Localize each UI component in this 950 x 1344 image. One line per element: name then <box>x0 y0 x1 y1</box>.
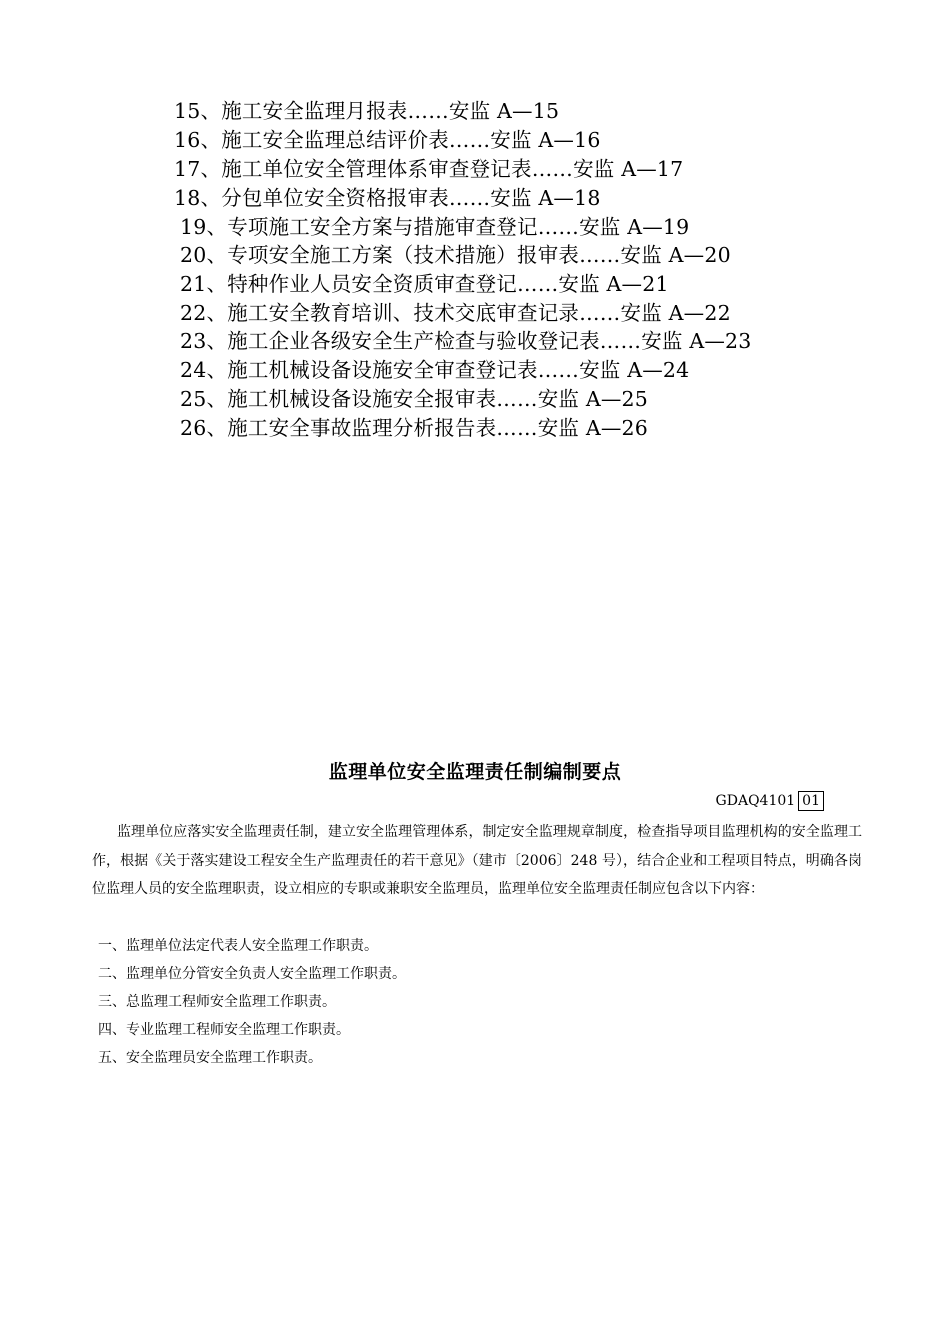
toc-item-20: 20、专项安全施工方案（技术措施）报审表……安监 A—20 <box>180 243 731 267</box>
toc-item-text: 施工安全教育培训、技术交底审查记录……安监 A—22 <box>227 301 731 325</box>
duty-item: 四、专业监理工程师安全监理工作职责。 <box>98 1022 350 1038</box>
section-title: 监理单位安全监理责任制编制要点 <box>328 761 622 783</box>
toc-item-17: 17、施工单位安全管理体系审查登记表……安监 A—17 <box>174 157 684 181</box>
toc-item-21: 21、特种作业人员安全资质审查登记……安监 A—21 <box>180 272 669 296</box>
intro-paragraph: 监理单位应落实安全监理责任制，建立安全监理管理体系，制定安全监理规章制度，检查指导项目监理机构的安全监理工作，根据《关于落实建设工程安全生产监理责任的若干意见》（建市〔2006〕248 号），结合企业和工程项目特点，明确各岗位监理人员的安全监理职责，设立相应的专职或兼职安全监理员，监理单位安全监理责任制应包含以下内容： <box>92 824 862 898</box>
toc-item-25: 25、施工机械设备设施安全报审表……安监 A—25 <box>180 387 649 411</box>
toc-item-18: 18、分包单位安全资格报审表……安监 A—18 <box>174 186 601 210</box>
toc-item-19: 19、专项施工安全方案与措施审查登记……安监 A—19 <box>180 215 690 239</box>
toc-item-number: 15 <box>174 99 201 123</box>
duty-item: 二、监理单位分管安全负责人安全监理工作职责。 <box>98 966 406 982</box>
toc-item-text: 施工安全监理总结评价表……安监 A—16 <box>221 128 601 152</box>
toc-item-number: 21 <box>180 272 207 296</box>
toc-item-24: 24、施工机械设备设施安全审查登记表……安监 A—24 <box>180 358 690 382</box>
toc-item-number: 24 <box>180 358 207 382</box>
toc-item-text: 专项施工安全方案与措施审查登记……安监 A—19 <box>227 215 690 239</box>
toc-item-text: 施工机械设备设施安全报审表……安监 A—25 <box>227 387 649 411</box>
toc-item-number: 23 <box>180 329 207 353</box>
toc-item-16: 16、施工安全监理总结评价表……安监 A—16 <box>174 128 601 152</box>
toc-item-number: 18 <box>174 186 201 210</box>
document-code-text: GDAQ4101 <box>715 793 796 809</box>
toc-item-number: 25 <box>180 387 207 411</box>
toc-item-text: 施工安全监理月报表……安监 A—15 <box>221 99 560 123</box>
toc-item-text: 专项安全施工方案（技术措施）报审表……安监 A—20 <box>227 243 731 267</box>
toc-item-22: 22、施工安全教育培训、技术交底审查记录……安监 A—22 <box>180 301 731 325</box>
toc-item-text: 施工单位安全管理体系审查登记表……安监 A—17 <box>221 157 684 181</box>
toc-item-text: 分包单位安全资格报审表……安监 A—18 <box>221 186 601 210</box>
duty-item: 三、总监理工程师安全监理工作职责。 <box>98 994 336 1010</box>
toc-item-number: 16 <box>174 128 201 152</box>
toc-item-number: 17 <box>174 157 201 181</box>
duty-item: 一、监理单位法定代表人安全监理工作职责。 <box>98 938 378 954</box>
toc-item-number: 22 <box>180 301 207 325</box>
toc-item-number: 20 <box>180 243 207 267</box>
toc-item-number: 26 <box>180 416 207 440</box>
toc-item-text: 施工机械设备设施安全审查登记表……安监 A—24 <box>227 358 690 382</box>
document-code-box: 01 <box>798 791 824 811</box>
document-code <box>716 791 824 811</box>
toc-item-number: 19 <box>180 215 207 239</box>
toc-item-text: 施工安全事故监理分析报告表……安监 A—26 <box>227 416 649 440</box>
toc-item-text: 特种作业人员安全资质审查登记……安监 A—21 <box>227 272 669 296</box>
toc-item-15: 15、施工安全监理月报表……安监 A—15 <box>174 99 560 123</box>
toc-item-26: 26、施工安全事故监理分析报告表……安监 A—26 <box>180 416 649 440</box>
toc-item-text: 施工企业各级安全生产检查与验收登记表……安监 A—23 <box>227 329 752 353</box>
toc-item-23: 23、施工企业各级安全生产检查与验收登记表……安监 A—23 <box>180 329 752 353</box>
duty-item: 五、安全监理员安全监理工作职责。 <box>98 1050 322 1066</box>
